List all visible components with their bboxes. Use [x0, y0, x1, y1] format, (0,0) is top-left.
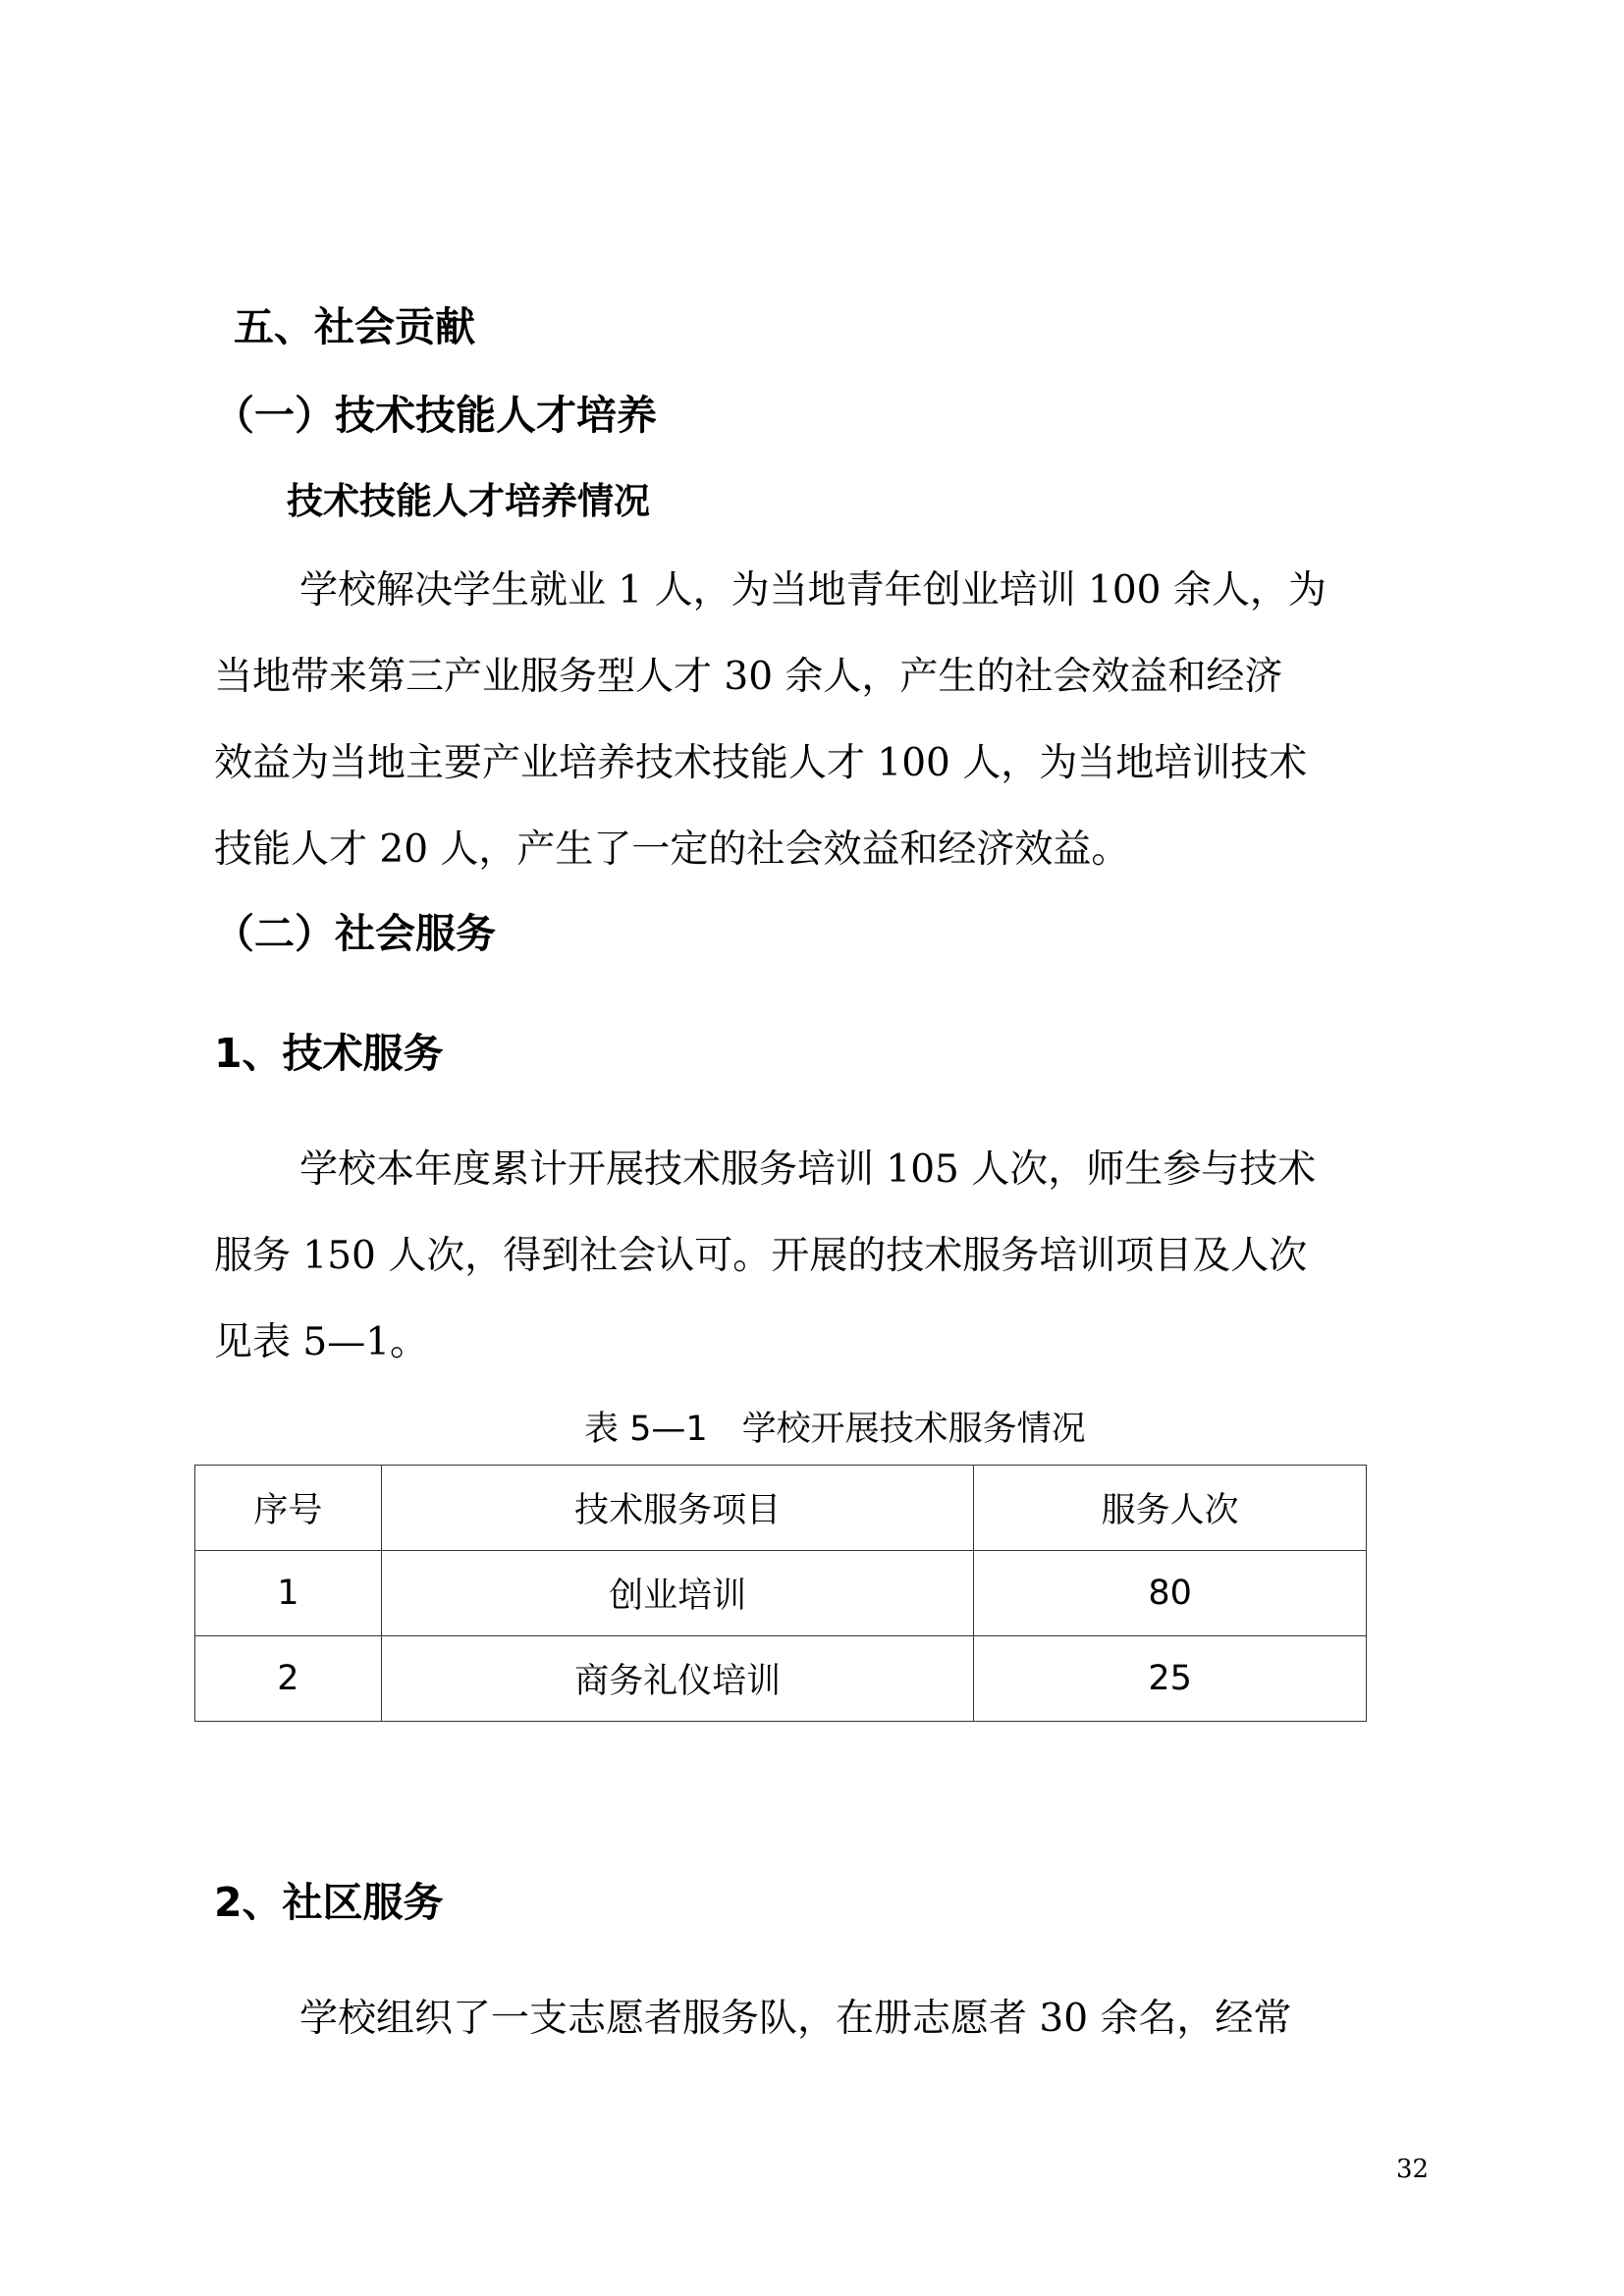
subsection-1-subtitle: 技术技能人才培养情况	[287, 480, 650, 522]
table-cell: 1	[195, 1551, 382, 1636]
paragraph-line: 学校组织了一支志愿者服务队，在册志愿者 30 余名，经常	[299, 1997, 1292, 2041]
table-caption: 表 5—1 学校开展技术服务情况	[584, 1410, 1086, 1449]
table-cell: 2	[195, 1636, 382, 1722]
table-row	[195, 1636, 1367, 1722]
subsection-title-2: （二）社会服务	[214, 910, 496, 957]
section-title: 五、社会贡献	[234, 303, 475, 350]
page-number: 32	[1396, 2155, 1430, 2184]
heading-community-service: 2、社区服务	[214, 1879, 444, 1926]
paragraph-line: 学校本年度累计开展技术服务培训 105 人次，师生参与技术	[299, 1148, 1317, 1192]
paragraph-line: 当地带来第三产业服务型人才 30 余人，产生的社会效益和经济	[214, 655, 1283, 699]
table-header-row	[195, 1466, 1367, 1551]
table-cell: 创业培训	[381, 1551, 973, 1636]
paragraph-line: 学校解决学生就业 1 人，为当地青年创业培训 100 余人，为	[299, 568, 1326, 613]
table-cell: 80	[974, 1551, 1367, 1636]
table-cell: 25	[974, 1636, 1367, 1722]
paragraph-line: 技能人才 20 人，产生了一定的社会效益和经济效益。	[214, 828, 1130, 872]
table-cell: 商务礼仪培训	[381, 1636, 973, 1722]
subsection-title-1: （一）技术技能人才培养	[214, 392, 657, 439]
service-table	[194, 1465, 1367, 1722]
heading-technical-service: 1、技术服务	[214, 1030, 444, 1077]
table-header-cell: 技术服务项目	[381, 1466, 973, 1551]
paragraph-line: 见表 5—1。	[214, 1320, 429, 1364]
paragraph-line: 服务 150 人次，得到社会认可。开展的技术服务培训项目及人次	[214, 1234, 1308, 1278]
table-header-cell: 服务人次	[974, 1466, 1367, 1551]
table-row	[195, 1551, 1367, 1636]
paragraph-line: 效益为当地主要产业培养技术技能人才 100 人，为当地培训技术	[214, 741, 1308, 785]
table-header-cell: 序号	[195, 1466, 382, 1551]
